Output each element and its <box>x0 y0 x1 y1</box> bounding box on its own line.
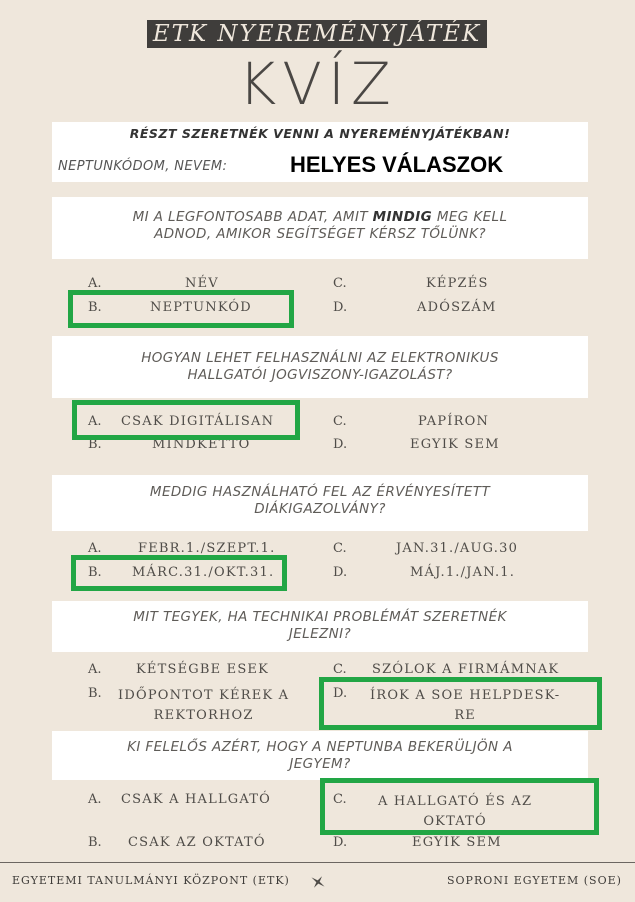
option-letter: C. <box>333 414 347 429</box>
q2-option-a[interactable]: CSAK DIGITÁLISAN <box>121 414 275 429</box>
neptun-name-label: NEPTUNKÓDOM, NEVEM: <box>58 159 228 174</box>
option-letter: D. <box>333 437 348 452</box>
footer-divider <box>0 862 635 863</box>
q4-option-b-line2: REKTORHOZ <box>153 708 254 723</box>
question-4 <box>52 601 588 652</box>
q4-option-b-line1: IDŐPONTOT KÉREK A <box>118 688 290 703</box>
question-1-text-pre: MI A LEGFONTOSABB ADAT, AMIT <box>132 209 373 225</box>
option-letter: C. <box>333 662 347 677</box>
banner-title: ETK NYEREMÉNYJÁTÉK <box>147 20 487 48</box>
question-3-line2: DIÁKIGAZOLVÁNY? <box>254 501 386 517</box>
question-2-line2: HALLGATÓI JOGVISZONY-IGAZOLÁST? <box>187 367 453 383</box>
question-3-line1: MEDDIG HASZNÁLHATÓ FEL AZ ÉRVÉNYESÍTETT <box>149 484 491 500</box>
q5-option-c-line1: A HALLGATÓ ÉS AZ <box>378 794 533 809</box>
option-letter: A. <box>88 276 102 291</box>
option-letter: D. <box>333 565 348 580</box>
option-letter: A. <box>88 414 102 429</box>
q5-option-d[interactable]: EGYIK SEM <box>412 835 502 850</box>
question-5 <box>52 731 588 780</box>
option-letter: A. <box>88 792 102 807</box>
page-title: KVÍZ <box>238 50 397 118</box>
option-letter: A. <box>88 662 102 677</box>
q3-option-d[interactable]: MÁJ.1./JAN.1. <box>410 565 516 580</box>
q1-option-b[interactable]: NEPTUNKÓD <box>150 300 252 315</box>
correct-answer-highlight <box>319 677 602 730</box>
option-letter: B. <box>88 686 102 701</box>
footer-right: SOPRONI EGYETEM (SOE) <box>447 874 622 887</box>
q4-option-c[interactable]: SZÓLOK A FIRMÁMNAK <box>372 662 560 677</box>
q4-option-d-line1: ÍROK A SOE HELPDESK- <box>370 688 561 703</box>
q4-option-b[interactable] <box>118 686 289 726</box>
q2-option-b[interactable]: MINDKETTŐ <box>152 437 251 452</box>
option-letter: C. <box>333 276 347 291</box>
footer-left: EGYETEMI TANULMÁNYI KÖZPONT (ETK) <box>12 874 290 887</box>
q3-option-b[interactable]: MÁRC.31./OKT.31. <box>132 565 275 580</box>
option-letter: A. <box>88 541 102 556</box>
correct-answer-highlight <box>71 555 287 591</box>
correct-answer-highlight <box>68 290 294 328</box>
entry-card <box>52 122 588 182</box>
q4-option-a[interactable]: KÉTSÉGBE ESEK <box>136 662 270 677</box>
question-5-line2: JEGYEM? <box>289 756 351 772</box>
option-letter: C. <box>333 792 347 807</box>
q1-option-a[interactable]: NÉV <box>185 276 219 291</box>
question-1-text-post: MEG KELL <box>432 209 508 225</box>
question-2-line1: HOGYAN LEHET FELHASZNÁLNI AZ ELEKTRONIKUS <box>141 350 499 366</box>
question-1 <box>52 197 588 259</box>
question-4-line2: JELEZNI? <box>288 626 352 642</box>
q5-option-a[interactable]: CSAK A HALLGATÓ <box>121 792 271 807</box>
entry-heading: RÉSZT SZERETNÉK VENNI A NYEREMÉNYJÁTÉKBAN! <box>129 126 511 141</box>
q3-option-a[interactable]: FEBR.1./SZEPT.1. <box>138 541 276 556</box>
q5-option-c-line2: OKTATÓ <box>423 814 487 829</box>
q1-option-d[interactable]: ADÓSZÁM <box>417 300 497 315</box>
correct-answer-highlight <box>320 778 599 835</box>
option-letter: C. <box>333 541 347 556</box>
q1-option-c[interactable]: KÉPZÉS <box>426 276 489 291</box>
option-letter: D. <box>333 686 348 701</box>
option-letter: B. <box>88 437 102 452</box>
q2-option-d[interactable]: EGYIK SEM <box>410 437 500 452</box>
question-1-line2: ADNOD, AMIKOR SEGÍTSÉGET KÉRSZ TŐLÜNK? <box>154 226 486 242</box>
sparkle-icon <box>309 874 327 890</box>
correct-answer-highlight <box>72 400 300 440</box>
q2-option-c[interactable]: PAPÍRON <box>418 414 490 429</box>
question-2 <box>52 336 588 398</box>
q4-option-d-line2: RE <box>454 708 476 723</box>
question-1-emphasis: MINDIG <box>372 209 433 225</box>
option-letter: B. <box>88 835 102 850</box>
option-letter: D. <box>333 835 348 850</box>
q3-option-c[interactable]: JAN.31./AUG.30 <box>396 541 519 556</box>
q5-option-b[interactable]: CSAK AZ OKTATÓ <box>128 835 266 850</box>
option-letter: D. <box>333 300 348 315</box>
question-3 <box>52 475 588 531</box>
option-letter: B. <box>88 300 102 315</box>
option-letter: B. <box>88 565 102 580</box>
question-5-line1: KI FELELŐS AZÉRT, HOGY A NEPTUNBA BEKERÜLJÖN A <box>127 739 513 755</box>
question-4-line1: MIT TEGYEK, HA TECHNIKAI PROBLÉMÁT SZERETNÉK <box>133 609 507 625</box>
neptun-name-value: HELYES VÁLASZOK <box>290 152 504 177</box>
